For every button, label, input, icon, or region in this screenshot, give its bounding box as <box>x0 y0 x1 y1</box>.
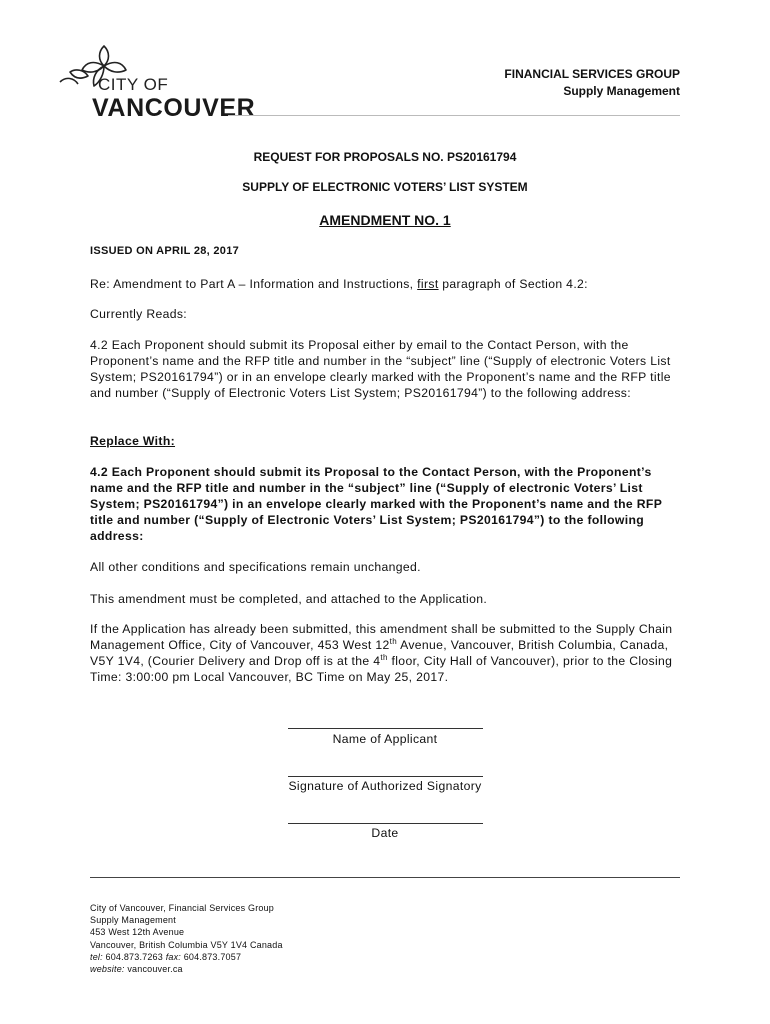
rfp-subject: SUPPLY OF ELECTRONIC VOTERS’ LIST SYSTEM <box>242 180 528 194</box>
logo-vancouver: VANCOUVER <box>92 94 256 122</box>
tel-number: 604.873.7263 <box>105 951 163 962</box>
re-text: Re: Amendment to Part A – Information and Instructions, <box>90 277 418 291</box>
date-label <box>0 826 770 840</box>
city-logo <box>58 42 258 122</box>
submission-instructions <box>90 621 685 685</box>
signature-label-text: Signature of Authorized Signatory <box>288 779 482 793</box>
date-label-text: Date <box>371 826 399 840</box>
submission-text-2: Avenue, Vancouver, British Columbia, Canada, V5Y 1V4, (Courier Delivery and Drop off is at the 4 <box>90 638 669 668</box>
rfp-title: REQUEST FOR PROPOSALS NO. PS20161794 <box>253 150 517 164</box>
footer-web-line <box>90 963 283 975</box>
submission-sup-1: th <box>389 637 398 646</box>
footer-address <box>90 902 283 975</box>
re-text-end: paragraph of Section 4.2: <box>438 277 588 291</box>
website-label: website: <box>90 964 125 975</box>
re-line <box>90 276 685 292</box>
submission-sup-2: th <box>380 653 388 662</box>
amendment-title: AMENDMENT NO. 1 <box>319 212 451 228</box>
submission-text-1: If the Application has already been submitted, this amendment shall be submitted to the Supply Chain Management Office, City of Vancouver, 453 West 12 <box>90 622 673 652</box>
signatory-signature-line[interactable] <box>288 776 483 777</box>
unchanged-note: All other conditions and specifications remain unchanged. <box>90 560 421 574</box>
authorized-signatory-label <box>0 779 770 793</box>
header-divider <box>228 115 680 116</box>
website-link[interactable]: vancouver.ca <box>127 964 183 975</box>
currently-reads-label: Currently Reads: <box>90 307 188 321</box>
header-dept: Supply Management <box>563 84 680 98</box>
issued-date: ISSUED ON APRIL 28, 2017 <box>90 245 240 257</box>
submission-text-3: floor, City Hall of Vancouver), prior to the Closing Time: 3:00:00 pm Local Vancouver, BC Time on May 25, 2017. <box>90 654 673 684</box>
footer-line-4: Vancouver, British Columbia V5Y 1V4 Canada <box>90 939 283 950</box>
footer-phone-line <box>90 951 283 963</box>
tel-label: tel: <box>90 951 103 962</box>
date-signature-line[interactable] <box>288 823 483 824</box>
footer-line-2: Supply Management <box>90 915 176 926</box>
logo-city-of: CITY OF <box>98 75 169 94</box>
re-underlined: first <box>417 277 439 291</box>
replace-with-label: Replace With: <box>90 434 176 448</box>
header-group: FINANCIAL SERVICES GROUP <box>504 67 680 81</box>
name-of-applicant-label <box>0 732 770 746</box>
completion-note: This amendment must be completed, and attached to the Application. <box>90 592 488 606</box>
footer-line-3: 453 West 12th Avenue <box>90 927 185 938</box>
name-label-text: Name of Applicant <box>332 732 438 746</box>
footer-divider <box>90 877 680 878</box>
header-block <box>504 66 680 100</box>
fax-label: fax: <box>165 951 181 962</box>
original-clause: 4.2 Each Proponent should submit its Proposal either by email to the Contact Person, with the Proponent’s name and the RFP title and number in the “subject” line (“Supply of electronic Voters List System; PS20161794”) or in an envelope clearly marked with the Proponent’s name and the RFP title and number (“Supply of Electronic Voters List System; PS20161794”) to the following address: <box>90 338 671 400</box>
fax-number: 604.873.7057 <box>183 951 242 962</box>
replacement-clause: 4.2 Each Proponent should submit its Proposal to the Contact Person, with the Proponent’s name and the RFP title and number in the “subject” line (“Supply of electronic Voters’ List System; PS20161794”) in an envelope clearly marked with the Proponent’s name and the RFP title and number (“Supply of Electronic Voters’ List System; PS20161794”) to the following address: <box>90 465 662 543</box>
name-signature-line[interactable] <box>288 728 483 729</box>
footer-line-1: City of Vancouver, Financial Services Group <box>90 903 275 913</box>
